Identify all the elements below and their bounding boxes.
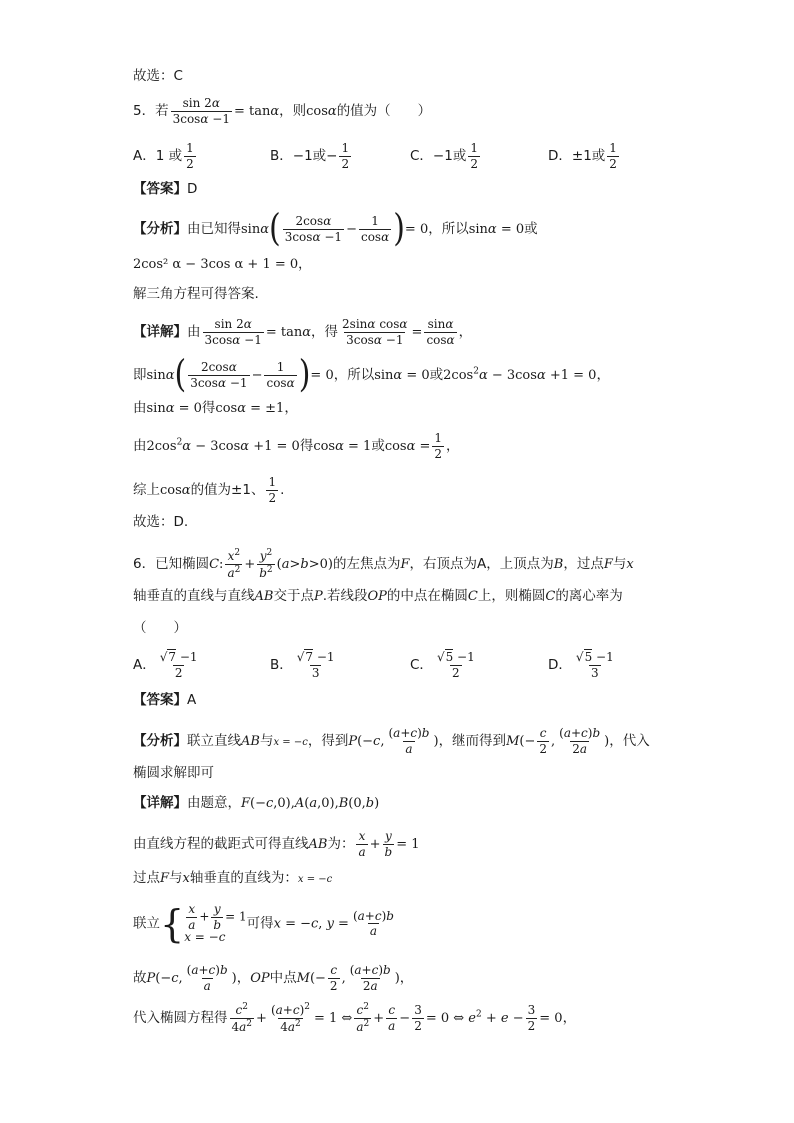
text: 上，则椭圆 bbox=[477, 588, 546, 604]
detail-5-line5: 综上cosα的值为±1、 $\frac{1}{2}$ . bbox=[133, 475, 285, 505]
text: ，得 bbox=[311, 324, 339, 341]
text: 与 bbox=[612, 556, 627, 573]
option-a: A． $\frac{√7 -1}{2}$ bbox=[133, 650, 198, 680]
option-label: A． bbox=[133, 657, 156, 674]
detail-5-line4: 由$2\cos^2\alpha - 3\cos\alpha +1 = 0$得cosα = 1或cosα = $\frac{1}{2}$ ， bbox=[133, 431, 460, 461]
text: 由已知得 bbox=[187, 221, 241, 237]
text: 由 bbox=[133, 400, 147, 416]
detail-6-line5: 故P(−c, $\frac{(a+c)b}{a}$ )，OP中点M(− $\frac{c}{2}$ , $\frac{(a+c)b}{2a}$ )， bbox=[133, 963, 414, 993]
option-label: C．−1或 bbox=[410, 148, 467, 165]
option-d: D． $\frac{√5 -1}{3}$ bbox=[548, 650, 614, 680]
text: 故 bbox=[133, 970, 147, 987]
option-c bbox=[410, 142, 482, 170]
text: 或 bbox=[429, 367, 444, 383]
question-6-line3 bbox=[133, 622, 187, 636]
question-5: 5．若 $\frac{\sin 2\alpha}{3\cos\alpha -1}$ = tanα，则cosα的值为（ ） bbox=[133, 96, 432, 126]
text: ，过点 bbox=[563, 556, 604, 573]
text: ，继而得到 bbox=[438, 733, 507, 750]
detail-6-line4: 联立{ $\frac{x}{a}$ + $\frac{y}{b}$ = 1 x = −c 可得x = −c, y = $\frac{(a+c)b}{a}$ bbox=[133, 901, 394, 946]
fraction: $\frac{1}{2}$ bbox=[609, 141, 617, 171]
answer-choice-c bbox=[133, 70, 183, 84]
fraction: $\frac{1}{2}$ bbox=[186, 141, 194, 171]
text: 的离心率为 bbox=[555, 588, 623, 604]
text: 由直线方程的截距式可得直线 bbox=[133, 836, 309, 853]
text: 或 bbox=[371, 438, 385, 455]
option-label: A．1 或 bbox=[133, 148, 183, 165]
text: 交于点 bbox=[273, 588, 314, 604]
option-label: D．±1或 bbox=[548, 148, 606, 165]
answer-6 bbox=[133, 694, 196, 708]
text: 或 bbox=[524, 221, 538, 237]
option-label: B． bbox=[270, 657, 293, 674]
text: ，所以 bbox=[428, 221, 469, 237]
analysis-6-line2 bbox=[133, 767, 214, 781]
fraction: $\frac{1}{2}$ bbox=[470, 141, 478, 171]
text: 联立直线 bbox=[187, 733, 241, 750]
analysis-6: 【分析】联立直线AB与x = −c，得到P(−c, $\frac{(a+c)b}{a}$ )，继而得到M(− $\frac{c}{2}$ , $\frac{(a+c)b}{2a}$ )，代入 bbox=[133, 726, 650, 756]
text: .若线段 bbox=[322, 588, 368, 604]
text: ，则 bbox=[279, 103, 307, 120]
text: 由 bbox=[133, 438, 147, 455]
option-label: B．−1或− bbox=[270, 148, 338, 165]
text: 过点 bbox=[133, 870, 160, 886]
analysis-tag: 【分析】 bbox=[133, 221, 187, 237]
text: 故选：D. bbox=[133, 514, 189, 530]
text: 由 bbox=[187, 324, 201, 341]
detail-5-line3: 由sinα = 0得cosα = ±1， bbox=[133, 400, 298, 416]
text: 中点 bbox=[269, 970, 297, 987]
text: 的值为±1、 bbox=[190, 482, 265, 499]
option-c: C． $\frac{√5 -1}{2}$ bbox=[410, 650, 475, 680]
text: ，所以 bbox=[333, 367, 375, 383]
answer-choice-d bbox=[133, 516, 188, 530]
analysis-5: 【分析】由已知得sinα( $\frac{2\cos\alpha}{3\cos\alpha -1}$ − $\frac{1}{\cos\alpha}$ )= 0，所以sinα = 0或 bbox=[133, 206, 538, 251]
option-b: B． $\frac{√7 -1}{3}$ bbox=[270, 650, 335, 680]
text: （ ） bbox=[133, 620, 187, 636]
text: 与 bbox=[169, 870, 183, 886]
fraction: $\frac{1}{2}$ bbox=[341, 141, 350, 171]
text: 轴垂直的直线与直线 bbox=[133, 588, 255, 604]
text: 故选：C bbox=[133, 68, 183, 84]
equation: 2cos² α − 3cos α + 1 = 0， bbox=[133, 257, 312, 272]
detail-tag: 【详解】 bbox=[133, 795, 187, 811]
text: 与 bbox=[259, 733, 274, 750]
answer-5 bbox=[133, 183, 197, 197]
detail-6-line3: 过点F与x轴垂直的直线为：x = −c bbox=[133, 870, 333, 886]
text: 得 bbox=[201, 400, 216, 416]
answer-tag: 【答案】 bbox=[133, 692, 187, 708]
text: 6．已知椭圆 bbox=[133, 556, 210, 573]
detail-tag: 【详解】 bbox=[133, 324, 187, 341]
text: 为： bbox=[327, 836, 355, 853]
text: 的左焦点为 bbox=[332, 556, 401, 573]
detail-6-line2: 由直线方程的截距式可得直线AB为： $\frac{x}{a}$ + $\frac{y}{b}$ = 1 bbox=[133, 829, 420, 859]
text: 综上 bbox=[133, 482, 160, 499]
option-b bbox=[270, 142, 353, 170]
analysis-tag: 【分析】 bbox=[133, 733, 187, 750]
answer-value: D bbox=[187, 181, 198, 197]
text: ，右顶点为A，上顶点为 bbox=[409, 556, 554, 573]
answer-tag: 【答案】 bbox=[133, 181, 187, 197]
text: 解三角方程可得答案. bbox=[133, 286, 259, 302]
text: ， bbox=[236, 970, 251, 987]
text: 的值为（ ） bbox=[336, 103, 432, 120]
text: ，代入 bbox=[609, 733, 650, 750]
question-6-line1: 6．已知椭圆C: $\frac{x^2}{a^2}$ + $\frac{y^2}{b^2}$ (a>b>0)的左焦点为F，右顶点为A，上顶点为B，过点F与x bbox=[133, 548, 634, 580]
answer-value: A bbox=[187, 692, 197, 708]
text: 的中点在椭圆 bbox=[386, 588, 468, 604]
analysis-5-eq bbox=[133, 258, 311, 271]
text: 得 bbox=[299, 438, 314, 455]
analysis-5-conclusion bbox=[133, 288, 259, 302]
text: 代入椭圆方程得 bbox=[133, 1010, 228, 1027]
text: 椭圆求解即可 bbox=[133, 765, 214, 781]
detail-5-line2: 即sinα( $\frac{2\cos\alpha}{3\cos\alpha -1}$ − $\frac{1}{\cos\alpha}$ )= 0，所以sinα = 0或$2\cos^2\alpha - 3\cos\alpha +1 = 0$， bbox=[133, 352, 610, 397]
detail-6-line1: 【详解】由题意，F(−c,0),A(a,0),B(0,b) bbox=[133, 795, 380, 811]
text: 轴垂直的直线为： bbox=[189, 870, 298, 886]
option-label: D． bbox=[548, 657, 572, 674]
fraction: $\frac{\sin 2\alpha}{3\cos\alpha -1}$ bbox=[172, 96, 230, 126]
option-d bbox=[548, 142, 621, 170]
text: 即 bbox=[133, 367, 147, 383]
text: 由题意， bbox=[187, 795, 241, 811]
question-number: 5．若 bbox=[133, 103, 169, 120]
detail-5-line1: 【详解】由 $\frac{\sin 2\alpha}{3\cos\alpha -1}$ = tanα，得 $\frac{\text{2sinα cosα}}{3\cos\alpha -1}$ = $\frac{\sin\alpha}{\cos\alpha}$ ， bbox=[133, 317, 473, 347]
text: 可得 bbox=[246, 915, 274, 932]
text: ，得到 bbox=[307, 733, 349, 750]
option-label: C． bbox=[410, 657, 433, 674]
option-a bbox=[133, 142, 198, 170]
text: 联立 bbox=[133, 915, 160, 932]
question-6-line2: 轴垂直的直线与直线AB交于点P.若线段OP的中点在椭圆C上，则椭圆C的离心率为 bbox=[133, 588, 623, 604]
detail-6-line6: 代入椭圆方程得 $\frac{c^2}{4a^2}$ + $\frac{(a+c)^2}{4a^2}$ = 1 ⇔ $\frac{c^2}{a^2}$ + $\frac{c}{a}$ − $\frac{3}{2}$ = 0 ⇔ $e^2 + e$ − $\frac{3}{2}$ = 0， bbox=[133, 1002, 577, 1034]
